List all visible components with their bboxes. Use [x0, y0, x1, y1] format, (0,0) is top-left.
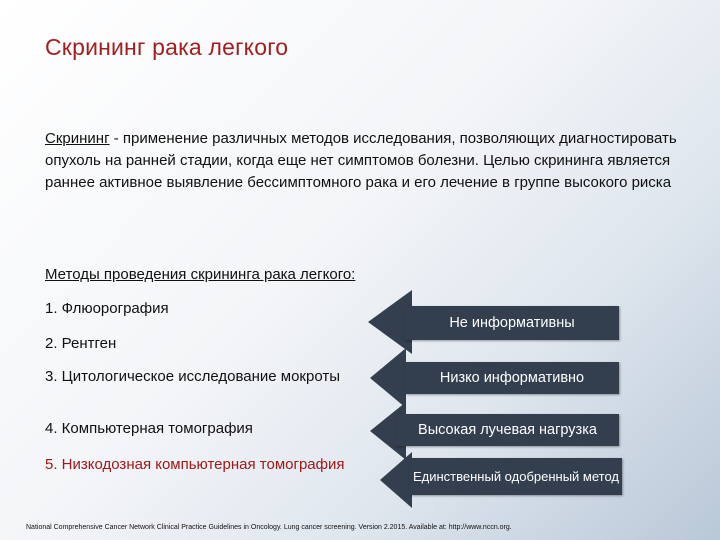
assessment-box-high-radiation — [396, 414, 619, 446]
assessment-box-low-informative — [405, 362, 619, 394]
slide-title: Скрининг рака легкого — [45, 34, 289, 60]
method-item-ct: 4. Компьютерная томография — [45, 420, 253, 437]
method-item-fluorography: 1. Флюорография — [45, 300, 169, 317]
arrow-left-icon — [370, 348, 406, 408]
method-item-low-dose-ct: 5. Низкодозная компьютерная томография — [45, 456, 345, 473]
assessment-box-only-approved — [410, 458, 622, 495]
footnote-citation: National Comprehensive Cancer Network Clinical Practice Guidelines in Oncology. Lung cancer screening. Version 2.2015. Available at: http://www.nccn.org. — [26, 524, 512, 531]
methods-heading: Методы проведения скрининга рака легкого: — [45, 266, 356, 283]
method-item-sputum-cytology: 3. Цитологическое исследование мокроты — [45, 368, 340, 385]
assessment-label: Единственный одобренный метод — [412, 469, 620, 484]
definition-paragraph — [45, 128, 685, 194]
assessment-label: Не информативны — [449, 315, 575, 331]
arrow-left-icon — [380, 452, 412, 508]
assessment-box-not-informative — [405, 306, 619, 340]
method-item-xray: 2. Рентген — [45, 335, 117, 352]
assessment-label: Высокая лучевая нагрузка — [418, 422, 597, 438]
assessment-label: Низко информативно — [439, 370, 585, 386]
definition-term: Скрининг — [45, 130, 110, 147]
definition-text: - применение различных методов исследования, позволяющих диагностировать опухоль на ранней стадии, когда еще нет симптомов болезни. Целью скрининга является раннее активное выявление бессимптомного рака и его лечение в группе высокого риска — [45, 130, 677, 191]
